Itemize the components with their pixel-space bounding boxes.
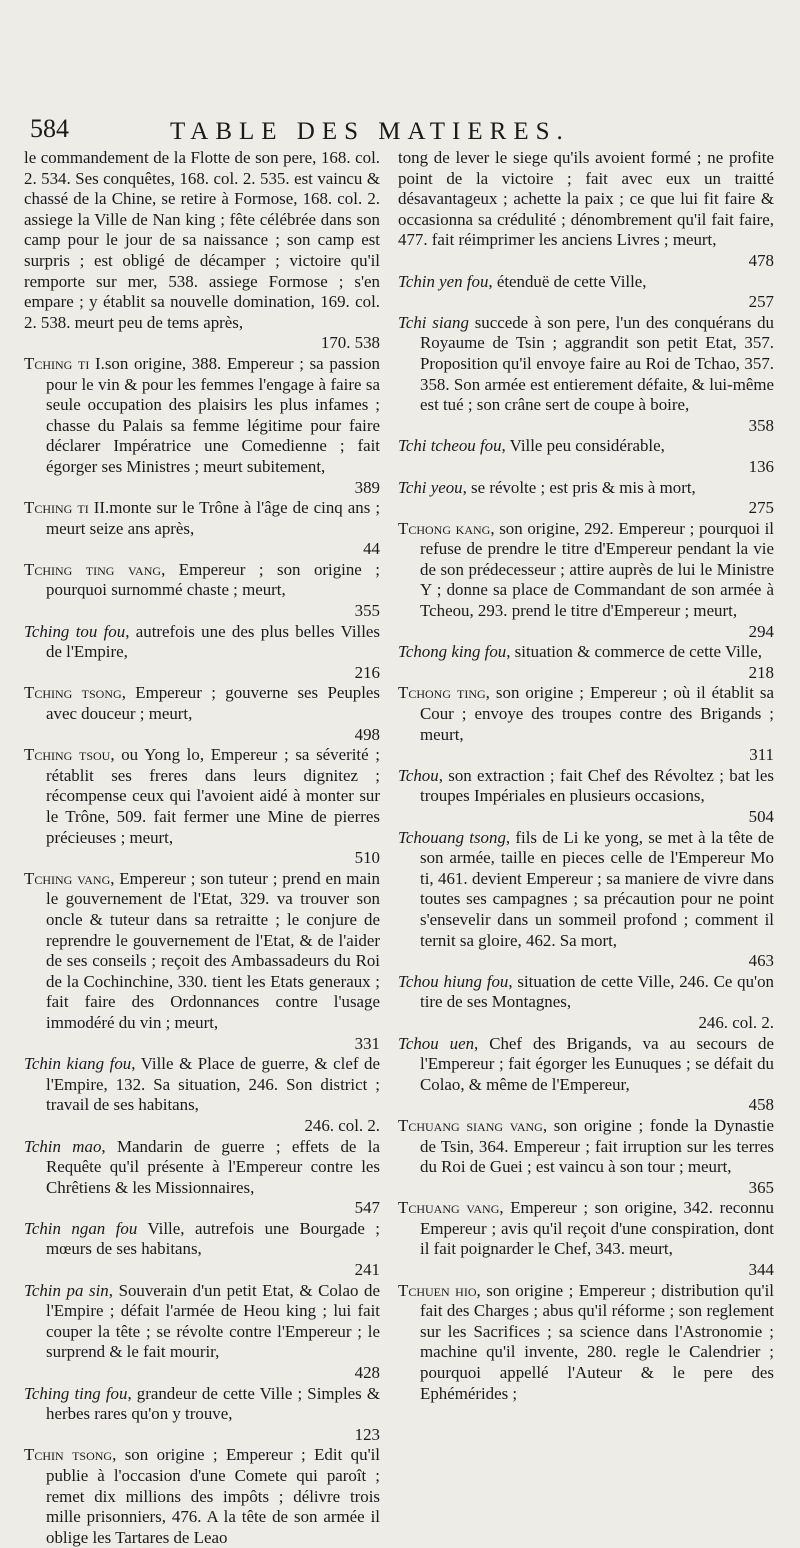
entry-text: , son origine ; Empereur ; où il établit sa Cour ; envoye des troupes contre des Brigands ; meurt, — [420, 683, 774, 744]
entry-headword: Tchuang vang — [398, 1198, 500, 1218]
entry-text: , Mandarin de guerre ; effets de la Requête qu'il présente à l'Empereur contre les Chrêtiens & les Missionnaires, — [46, 1136, 380, 1197]
entry-page-ref: 389 — [354, 477, 380, 497]
entry-page-ref: 294 — [748, 621, 774, 641]
entry-page-ref: 136 — [748, 456, 774, 476]
entry-headword: Tchong ting — [398, 683, 486, 703]
entry-headword: Tchin ngan fou — [24, 1218, 138, 1238]
index-entry — [24, 354, 380, 498]
entry-headword: Tchou hiung fou — [398, 971, 509, 991]
entry-headword: Tchuen hio — [398, 1280, 477, 1300]
running-head: TABLE DES MATIERES. — [170, 118, 570, 145]
index-entry — [398, 972, 774, 1034]
index-entry — [24, 1054, 380, 1136]
entry-text: , Empereur ; son origine, 342. reconnu Empereur ; avis qu'il reçoit d'une conspiration, dont il fait poignarder le Chef, 343. meurt, — [420, 1198, 774, 1259]
entry-text: , fils de Li ke yong, se met à la tête de son armée, taille en pieces celle de l'Empereur Mo ti, 461. devient Empereur ; sa maniere de vivre dans toutes ses campagnes ; sa précaution pour ne point s'ensevelir dans un sommeil profond ; comment il ternit sa gloire, 462. Sa mort, — [420, 827, 774, 950]
index-entry — [398, 1034, 774, 1116]
index-entry — [398, 148, 774, 272]
index-entry — [398, 478, 774, 519]
index-entry — [24, 869, 380, 1054]
page-number: 584 — [30, 114, 69, 143]
entry-headword: Tching ti II. — [24, 498, 110, 518]
entry-headword: Tchou uen — [398, 1033, 475, 1053]
entry-page-ref: 170. 538 — [320, 333, 380, 353]
entry-page-ref: 498 — [354, 724, 380, 744]
entry-page-ref: 331 — [354, 1033, 380, 1053]
entry-text: , Souverain d'un petit Etat, & Colao de l'Empire ; défait l'armée de Heou king ; lui fait couper la tête ; se révolte contre l'Empereur ; le surprend & le fait mourir, — [46, 1280, 380, 1362]
entry-page-ref: 344 — [748, 1260, 774, 1280]
entry-page-ref: 246. col. 2. — [304, 1115, 380, 1135]
entry-page-ref: 44 — [363, 539, 380, 559]
entry-page-ref: 463 — [748, 951, 774, 971]
entry-text: le commandement de la Flotte de son pere, 168. col. 2. 534. Ses conquêtes, 168. col. 2. 535. est vaincu & chassé de la Chine, se retire à Formose, 168. col. 2. assiege la Ville de Nan king ; fête célébrée dans son camp pour le jour de sa naissance ; son camp est surpris ; est obligé de décamper ; victoire qu'il remporte sur mer, 538. assiege Formose ; s'en empare ; y établit sa nouvelle domination, 169. col. 2. 538. meurt peu de tems après, — [24, 148, 380, 332]
entry-page-ref: 246. col. 2. — [698, 1012, 774, 1032]
index-entry — [398, 642, 774, 683]
index-entry — [24, 683, 380, 745]
entry-text: , Empereur ; gouverne ses Peuples avec douceur ; meurt, — [46, 683, 381, 724]
index-entry — [24, 1445, 380, 1548]
entry-headword: Tchin pa sin — [24, 1280, 109, 1300]
entry-text: , Empereur ; son origine ; pourquoi surnommé chaste ; meurt, — [46, 559, 380, 600]
entry-text: , son origine ; Empereur ; Edit qu'il publie à l'occasion d'une Comete qui paroît ; remet dix millions des impôts ; délivre trois mille prisonniers, 476. A la tête de son armée il oblige les Tartares de Leao — [46, 1445, 381, 1547]
entry-page-ref: 358 — [748, 415, 774, 435]
entry-text: , situation de cette Ville, 246. Ce qu'on tire de ses Montagnes, — [420, 971, 774, 1012]
entry-headword: Tchong king fou — [398, 642, 507, 662]
entry-headword: Tchi yeou — [398, 477, 463, 497]
index-entry — [398, 1281, 774, 1405]
entry-text: , son origine, 292. Empereur ; pourquoi il refuse de prendre le titre d'Empereur pendant la vie de son prédecesseur ; attire auprès de lui le Ministre Y ; donne sa place de Commandant de son armée à Tcheou, 293. prend le titre d'Empereur ; meurt, — [420, 518, 774, 621]
index-entry — [398, 828, 774, 972]
index-entry — [398, 1116, 774, 1198]
entry-headword: Tching ting fou — [24, 1383, 128, 1403]
entry-text: , son origine ; fonde la Dynastie de Tsin, 364. Empereur ; fait irruption sur les terres du Roi de Guei ; est vaincu à son tour ; meurt, — [420, 1115, 775, 1177]
index-entry — [24, 1281, 380, 1384]
index-entry — [398, 519, 774, 643]
entry-page-ref: 257 — [748, 292, 774, 312]
entry-headword: Tching ting vang — [24, 559, 162, 579]
index-entry — [24, 1219, 380, 1281]
entry-headword: Tchi tcheou fou — [398, 436, 502, 456]
entry-text: Ville, autrefois une Bourgade ; mœurs de ses habitans, — [46, 1218, 381, 1259]
entry-headword: Tchuang siang vang — [398, 1115, 543, 1135]
entry-text: tong de lever le siege qu'ils avoient formé ; ne profite point de la victoire ; fait avec eux un traitté désavantageux ; achette la paix ; ce que lui fit faire & occasionna sa crédulité ; dénombrement qu'il fait faire, 477. fait réimprimer les anciens Livres ; meurt, — [398, 148, 774, 250]
entry-text: , Chef des Brigands, va au secours de l'Empereur ; fait égorger les Eunuques ; se défait du Colao, & même de l'Empereur, — [420, 1033, 774, 1094]
index-entry — [24, 1137, 380, 1219]
entry-text: , se révolte ; est pris & mis à mort, — [462, 477, 696, 497]
index-entry — [398, 436, 774, 477]
entry-page-ref: 218 — [748, 662, 774, 682]
index-entry — [24, 745, 380, 869]
entry-headword: Tchou — [398, 765, 439, 785]
entry-text: , grandeur de cette Ville ; Simples & herbes rares qu'on y trouve, — [46, 1383, 380, 1424]
index-entry — [398, 683, 774, 765]
entry-headword: Tching ti I. — [24, 353, 105, 373]
entry-headword: Tchi siang — [398, 312, 469, 332]
index-entry — [398, 272, 774, 313]
entry-headword: Tching tsou — [24, 745, 111, 765]
index-entry — [24, 622, 380, 684]
left-column — [24, 148, 380, 1548]
entry-text: , autrefois une des plus belles Villes de l'Empire, — [46, 621, 380, 662]
entry-text: monte sur le Trône à l'âge de cinq ans ; meurt seize ans après, — [46, 498, 381, 538]
entry-page-ref: 458 — [748, 1095, 774, 1115]
entry-page-ref: 216 — [354, 662, 380, 682]
entry-text: , étenduë de cette Ville, — [488, 271, 647, 291]
entry-text: , son origine ; Empereur ; distribution qu'il fait des Charges ; abus qu'il réforme ; son reglement sur les Sacrifices ; sa science dans l'Astronomie ; machine qu'il invente, 280. regle le Calendrier ; pourquoi appellé l'Auteur & le pere des Ephémérides ; — [420, 1280, 774, 1403]
entry-text: , ou Yong lo, Empereur ; sa séverité ; rétablit ses freres dans leurs dignitez ; récompense ceux qui l'avoient aidé à monter sur le Trône, 509. fait fermer une Mine de pierres précieuses ; meurt, — [46, 745, 380, 847]
entry-headword: Tchin mao — [24, 1136, 102, 1156]
entry-page-ref: 478 — [748, 250, 774, 270]
entry-page-ref: 510 — [354, 848, 380, 868]
index-entry — [398, 1198, 774, 1280]
entry-headword: Tchong kang — [398, 518, 491, 538]
entry-page-ref: 241 — [354, 1260, 380, 1280]
entry-text: , Empereur ; son tuteur ; prend en main le gouvernement de l'Etat, 329. va trouver son oncle & tuteur dans sa retraitte ; le conjure de reprendre le gouvernement de l'Etat, & de l'aider de ses conseils ; reçoit des Ambassadeurs du Roi de la Cochinchine, 330. tient les Etats generaux ; fait faire des Ordonnances contre l'usage immodéré du vin ; meurt, — [46, 868, 380, 1032]
entry-page-ref: 547 — [354, 1198, 380, 1218]
index-entry — [24, 560, 380, 622]
entry-page-ref: 365 — [748, 1177, 774, 1197]
entry-text: , Ville peu considérable, — [501, 436, 665, 456]
index-entry — [24, 498, 380, 560]
index-entry — [398, 766, 774, 828]
right-column — [398, 148, 774, 1404]
entry-headword: Tchin yen fou — [398, 271, 489, 291]
entry-text: , Ville & Place de guerre, & clef de l'Empire, 132. Sa situation, 246. Son district ; travail de ses habitans, — [46, 1054, 380, 1115]
entry-page-ref: 428 — [354, 1363, 380, 1383]
entry-text: son origine, 388. Empereur ; sa passion pour le vin & pour les femmes l'engage à faire sa seule occupation des plaisirs les plus infames ; chasse du Palais sa femme légitime pour faire déclarer Impératrice une Comedienne ; fait égorger ses Ministres ; meurt subitement, — [46, 353, 380, 476]
entry-text: succede à son pere, l'un des conquérans du Royaume de Tsin ; aggrandit son petit Etat, 357. Proposition qu'il envoye faire au Roi de Tchao, 357. 358. Son armée est entierement défaite, & lui-même est tué ; son crâne sert de coupe à boire, — [420, 312, 774, 415]
entry-headword: Tching tsong — [24, 683, 122, 703]
entry-page-ref: 504 — [748, 807, 774, 826]
entry-text: , son extraction ; fait Chef des Révoltez ; bat les troupes Impériales en plusieurs occasions, — [420, 765, 774, 806]
entry-headword: Tching vang — [24, 868, 111, 888]
entry-page-ref: 355 — [354, 601, 380, 621]
entry-headword: Tchin tsong — [24, 1445, 113, 1465]
entry-headword: Tchouang tsong — [398, 827, 506, 847]
entry-page-ref: 123 — [354, 1424, 380, 1444]
entry-page-ref: 275 — [748, 498, 774, 518]
entry-text: , situation & commerce de cette Ville, — [506, 642, 762, 662]
entry-headword: Tchin kiang fou — [24, 1054, 132, 1074]
entry-page-ref: 311 — [749, 745, 774, 765]
index-entry — [24, 1384, 380, 1446]
index-entry — [24, 148, 380, 354]
index-entry — [398, 313, 774, 437]
entry-headword: Tching tou fou — [24, 621, 126, 641]
